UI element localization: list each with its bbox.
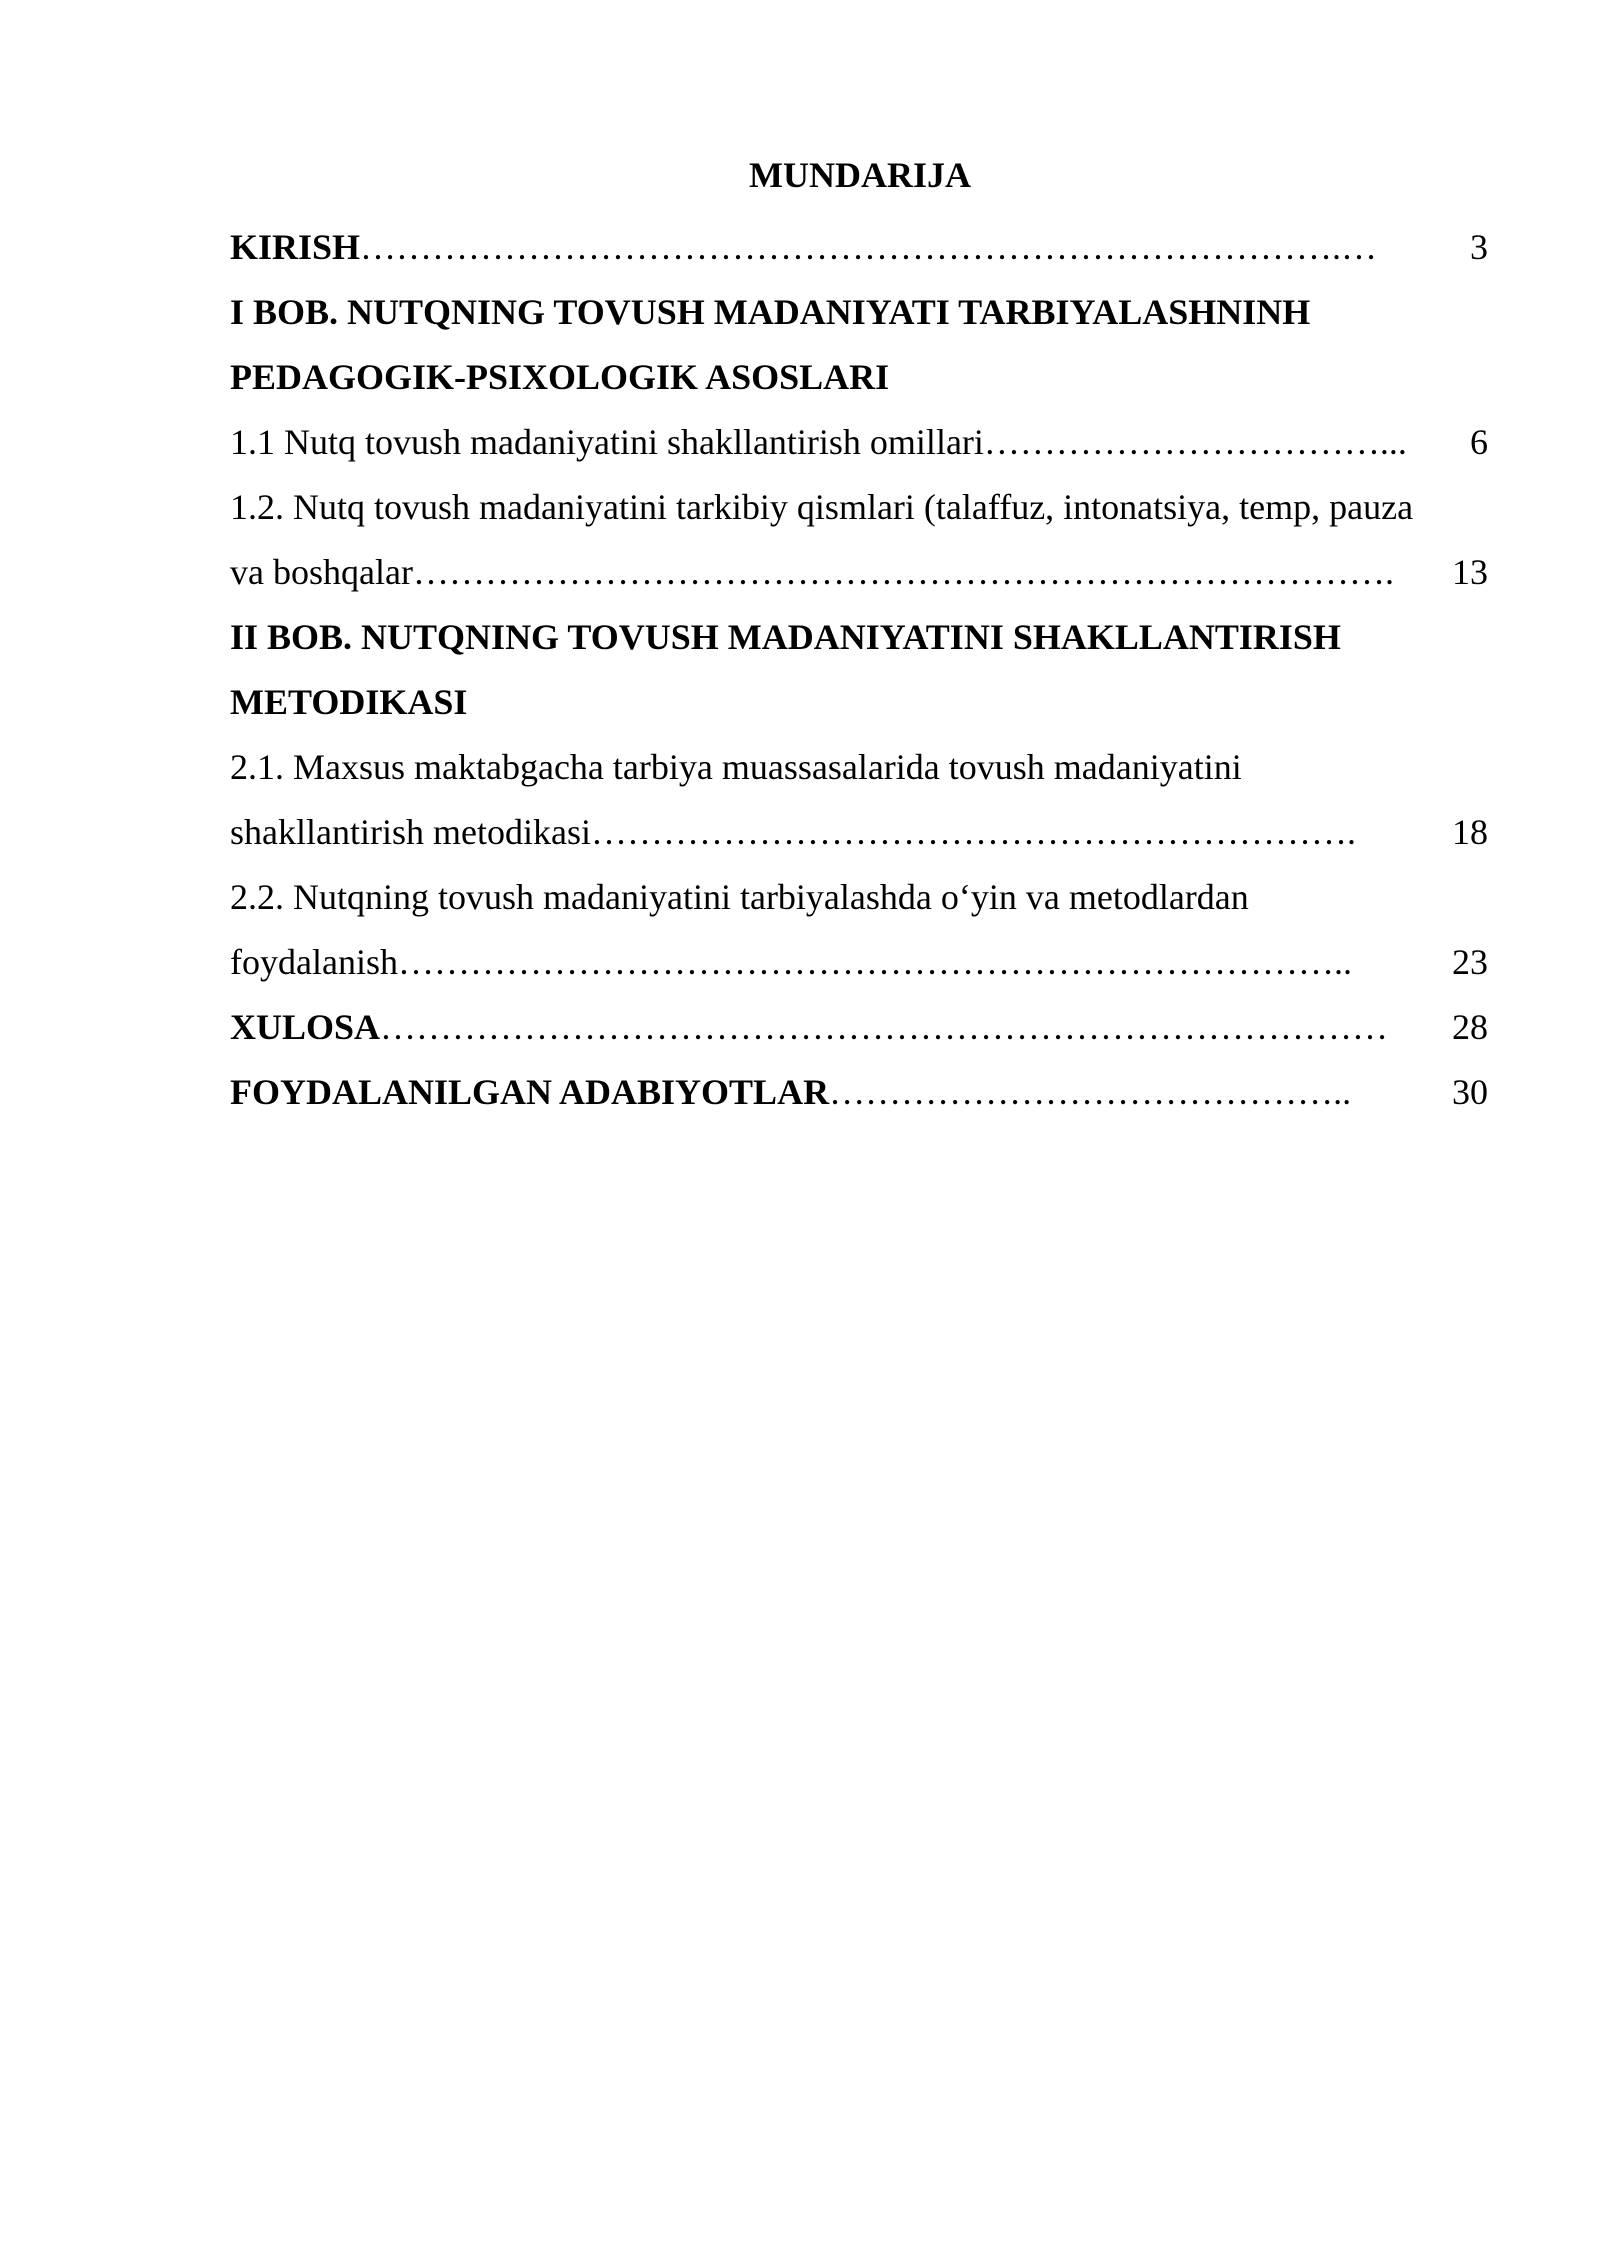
toc-page-number: 3 [1470, 227, 1488, 267]
toc-page-number: 18 [1452, 812, 1488, 852]
toc-page-number: 6 [1470, 422, 1488, 462]
toc-entry-1-1 [230, 410, 1488, 475]
toc-page-number: 28 [1452, 1007, 1488, 1047]
toc-entry-2-2-line1: 2.2. Nutqning tovush madaniyatini tarbiyalashda o‘yin va metodlardan [230, 877, 1249, 917]
toc-chapter-2-heading-line2: METODIKASI [230, 682, 468, 722]
toc-entry-2-2 [230, 930, 1488, 995]
toc-leader-dots: ……………………………………………………………………….… [360, 227, 1378, 267]
toc-chapter-1-heading-line2: PEDAGOGIK-PSIXOLOGIK ASOSLARI [230, 357, 890, 397]
toc-leader-dots: ………………………………………………………. [590, 812, 1356, 852]
toc-chapter-1-heading-line1: I BOB. NUTQNING TOVUSH MADANIYATI TARBIYALASHNINH [230, 292, 1311, 332]
toc-entry-label: va boshqalar [230, 552, 413, 592]
toc-entry-label: foydalanish [230, 942, 398, 982]
toc-entry-label: KIRISH [230, 227, 361, 267]
toc-chapter-2-heading-line1: II BOB. NUTQNING TOVUSH MADANIYATINI SHAKLLANTIRISH [230, 617, 1341, 657]
toc-leader-dots: …………………………………….. [829, 1072, 1352, 1112]
toc-entry-label: 1.1 Nutq tovush madaniyatini shakllantirish omillari [230, 422, 984, 462]
toc-page-number: 30 [1452, 1072, 1488, 1112]
toc-entry-label: XULOSA [230, 1007, 381, 1047]
toc-entry-2-1-line1: 2.1. Maxsus maktabgacha tarbiya muassasalarida tovush madaniyatini [230, 747, 1242, 787]
page-title: MUNDARIJA [749, 155, 971, 195]
toc-entry-xulosa [230, 995, 1488, 1060]
toc-entry-label: shakllantirish metodikasi [230, 812, 591, 852]
toc-leader-dots: ……………………………... [983, 422, 1407, 462]
toc-leader-dots: ………………………………………………………………………. [412, 552, 1394, 592]
toc-entry-1-2-line1: 1.2. Nutq tovush madaniyatini tarkibiy qismlari (talaffuz, intonatsiya, temp, pauza [230, 487, 1414, 527]
toc-page-number: 23 [1452, 942, 1488, 982]
toc-leader-dots: …………………………………………………………………….. [397, 942, 1352, 982]
toc-leader-dots: ………………………………………………………………………… [380, 1007, 1389, 1047]
toc-entry-1-2 [230, 540, 1488, 605]
toc-entry-adabiyotlar [230, 1060, 1488, 1125]
toc-page-number: 13 [1452, 552, 1488, 592]
toc-entry-2-1 [230, 800, 1488, 865]
toc-entry-kirish [230, 215, 1488, 280]
toc-entry-label: FOYDALANILGAN ADABIYOTLAR [230, 1072, 830, 1112]
table-of-contents [230, 215, 1488, 1125]
